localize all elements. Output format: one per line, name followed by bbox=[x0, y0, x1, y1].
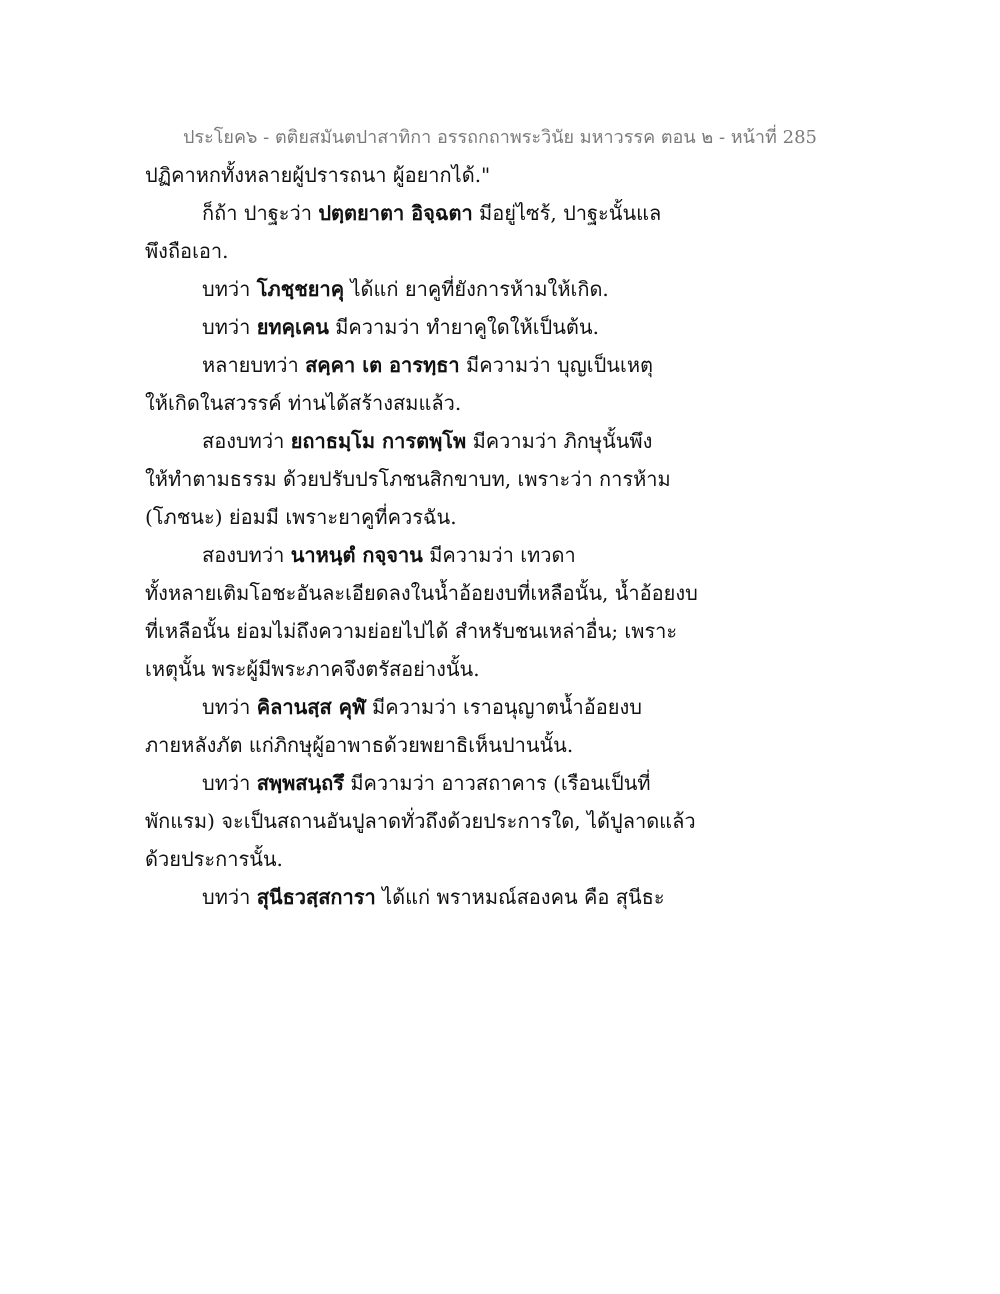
text-run: ให้เกิดในสวรรค์ ท่านได้สร้างสมแล้ว. bbox=[145, 391, 462, 415]
text-run: (โภชนะ) ย่อมมี เพราะยาคูที่ควรฉัน. bbox=[145, 505, 457, 529]
text-line bbox=[145, 726, 845, 764]
text-run: มีความว่า บุญเป็นเหตุ bbox=[459, 353, 653, 377]
text-run: บทว่า bbox=[202, 771, 257, 795]
text-line bbox=[145, 460, 845, 498]
text-run: มีอยู่ไซร้, ปาฐะนั้นแล bbox=[472, 201, 662, 225]
pali-term: คิลานสฺส คุฬํ bbox=[256, 695, 366, 719]
text-line bbox=[145, 688, 845, 726]
text-run: บทว่า bbox=[202, 277, 257, 301]
text-run: หลายบทว่า bbox=[202, 353, 306, 377]
text-line bbox=[145, 764, 845, 802]
text-line bbox=[145, 422, 845, 460]
text-run: ทั้งหลายเติมโอชะอันละเอียดลงในน้ำอ้อยงบที่เหลือนั้น, น้ำอ้อยงบ bbox=[145, 581, 698, 605]
text-run: สองบทว่า bbox=[202, 543, 291, 567]
text-run: พึงถือเอา. bbox=[145, 239, 229, 263]
page-header: ประโยค๖ - ตติยสมันตปาสาทิกา อรรถกถาพระวินัย มหาวรรค ตอน ๒ - หน้าที่ 285 bbox=[183, 127, 817, 148]
text-run: ด้วยประการนั้น. bbox=[145, 847, 283, 871]
text-run: มีความว่า ทำยาคูใดให้เป็นต้น. bbox=[328, 315, 599, 339]
text-run: สองบทว่า bbox=[202, 429, 291, 453]
text-line bbox=[145, 384, 845, 422]
text-line bbox=[145, 650, 845, 688]
text-run: ได้แก่ พราหมณ์สองคน คือ สุนีธะ bbox=[375, 885, 665, 909]
text-run: ที่เหลือนั้น ย่อมไม่ถึงความย่อยไปได้ สำหรับชนเหล่าอื่น; เพราะ bbox=[145, 619, 678, 643]
text-line bbox=[145, 802, 845, 840]
text-run: บทว่า bbox=[202, 885, 257, 909]
text-run: ก็ถ้า ปาฐะว่า bbox=[202, 201, 319, 225]
text-line bbox=[145, 574, 845, 612]
text-line bbox=[145, 270, 845, 308]
pali-term: สพฺพสนฺถรึ bbox=[256, 771, 345, 795]
pali-term: ยทคฺเคน bbox=[256, 315, 329, 339]
text-line bbox=[145, 194, 845, 232]
text-line bbox=[145, 840, 845, 878]
text-line bbox=[145, 612, 845, 650]
pali-term: โภชฺชยาคุ bbox=[256, 277, 345, 301]
text-run: มีความว่า ภิกษุนั้นพึง bbox=[466, 429, 653, 453]
text-run: ปฏิคาหกทั้งหลายผู้ปรารถนา ผู้อยากได้." bbox=[145, 163, 491, 187]
text-run: มีความว่า เทวดา bbox=[422, 543, 576, 567]
text-run: พักแรม) จะเป็นสถานอันปูลาดทั่วถึงด้วยประการใด, ได้ปูลาดแล้ว bbox=[145, 809, 696, 833]
text-run: ได้แก่ ยาคูที่ยังการห้ามให้เกิด. bbox=[344, 277, 609, 301]
text-run: เหตุนั้น พระผู้มีพระภาคจึงตรัสอย่างนั้น. bbox=[145, 657, 480, 681]
text-line bbox=[145, 346, 845, 384]
text-line bbox=[145, 878, 845, 916]
pali-term: ปตฺตยาตา อิจฺฉตา bbox=[318, 201, 473, 225]
pali-term: ยถาธมฺโม การตพฺโพ bbox=[290, 429, 467, 453]
text-line bbox=[145, 156, 845, 194]
text-line bbox=[145, 536, 845, 574]
text-run: ให้ทำตามธรรม ด้วยปรับปรโภชนสิกขาบท, เพราะว่า การห้าม bbox=[145, 467, 671, 491]
pali-term: สุนีธวสฺสการา bbox=[256, 885, 376, 909]
text-run: บทว่า bbox=[202, 695, 257, 719]
text-line bbox=[145, 498, 845, 536]
text-run: มีความว่า อาวสถาคาร (เรือนเป็นที่ bbox=[344, 771, 651, 795]
pali-term: สคฺคา เต อารทฺธา bbox=[305, 353, 460, 377]
text-line bbox=[145, 232, 845, 270]
text-run: บทว่า bbox=[202, 315, 257, 339]
text-run: มีความว่า เราอนุญาตน้ำอ้อยงบ bbox=[365, 695, 642, 719]
document-body bbox=[145, 156, 845, 916]
text-line bbox=[145, 308, 845, 346]
pali-term: นาหนฺตํ กจฺจาน bbox=[290, 543, 423, 567]
text-run: ภายหลังภัต แก่ภิกษุผู้อาพาธด้วยพยาธิเห็นปานนั้น. bbox=[145, 733, 574, 757]
